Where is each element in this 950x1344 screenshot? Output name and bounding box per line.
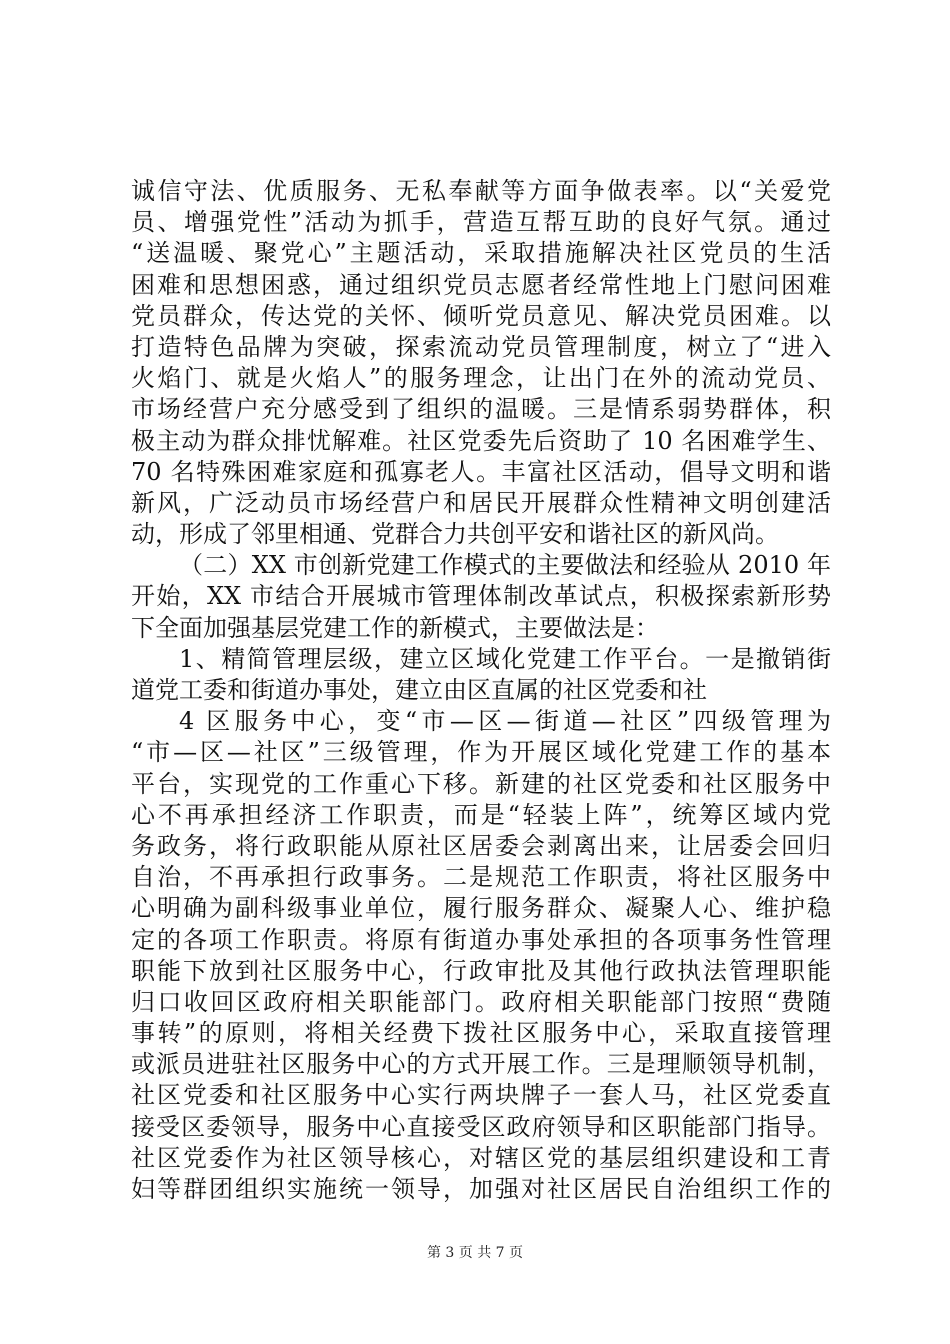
document-body [131,176,831,1205]
text-line: 职能下放到社区服务中心，行政审批及其他行政执法管理职能 [131,956,831,985]
text-line: 4 区服务中心，变“市—区—街道—社区”四级管理为 [179,707,831,736]
text-line: 心不再承担经济工作职责，而是“轻装上阵”，统筹区域内党 [131,800,831,829]
text-line: 平台，实现党的工作重心下移。新建的社区党委和社区服务中 [131,769,831,798]
text-line: 困难和思想困惑，通过组织党员志愿者经常性地上门慰问困难 [131,270,831,299]
text-line: “送温暖、聚党心”主题活动，采取措施解决社区党员的生活 [131,239,831,268]
text-line: 自治，不再承担行政事务。二是规范工作职责，将社区服务中 [131,863,831,892]
text-line: 务政务，将行政职能从原社区居委会剥离出来，让居委会回归 [131,831,831,860]
text-line: 动，形成了邻里相通、党群合力共创平安和谐社区的新风尚。 [131,520,779,549]
text-line: 或派员进驻社区服务中心的方式开展工作。三是理顺领导机制， [131,1050,831,1079]
text-line: 70 名特殊困难家庭和孤寡老人。丰富社区活动，倡导文明和谐 [131,457,831,486]
page-footer: 第 3 页 共 7 页 [426,1245,524,1261]
text-line: 归口收回区政府相关职能部门。政府相关职能部门按照“费随 [131,987,831,1016]
text-line: 打造特色品牌为突破，探索流动党员管理制度，树立了“进入 [131,332,831,361]
text-line: 心明确为副科级事业单位，履行服务群众、凝聚人心、维护稳 [131,894,831,923]
text-line: 新风，广泛动员市场经营户和居民开展群众性精神文明创建活 [131,488,831,517]
text-line: 1、精简管理层级，建立区域化党建工作平台。一是撤销街 [179,644,831,673]
text-line: （二）XX 市创新党建工作模式的主要做法和经验从 2010 年 [179,551,831,580]
text-line: 开始，XX 市结合开展城市管理体制改革试点，积极探索新形势 [131,582,831,611]
text-line: 诚信守法、优质服务、无私奉献等方面争做表率。以“关爱党 [131,177,831,205]
text-line: 市场经营户充分感受到了组织的温暖。三是情系弱势群体，积 [131,395,831,424]
text-line: 事转”的原则，将相关经费下拨社区服务中心，采取直接管理 [131,1019,831,1048]
text-line: 妇等群团组织实施统一领导，加强对社区居民自治组织工作的 [131,1175,831,1203]
text-line: 下全面加强基层党建工作的新模式，主要做法是： [131,613,659,642]
text-line: 党员群众，传达党的关怀、倾听党员意见、解决党员困难。以 [131,301,831,330]
text-line: 道党工委和街道办事处，建立由区直属的社区党委和社 [131,676,707,704]
text-line: 定的各项工作职责。将原有街道办事处承担的各项事务性管理 [131,925,831,954]
text-line: 员、增强党性”活动为抓手，营造互帮互助的良好气氛。通过 [131,208,831,237]
text-line: 极主动为群众排忧解难。社区党委先后资助了 10 名困难学生、 [131,426,831,455]
text-line: 社区党委作为社区领导核心，对辖区党的基层组织建设和工青 [131,1143,831,1172]
text-line: “市—区—社区”三级管理，作为开展区域化党建工作的基本 [131,738,831,767]
text-line: 社区党委和社区服务中心实行两块牌子一套人马，社区党委直 [131,1081,831,1110]
text-line: 接受区委领导，服务中心直接受区政府领导和区职能部门指导。 [131,1112,831,1141]
text-line: 火焰门、就是火焰人”的服务理念，让出门在外的流动党员、 [131,364,831,393]
